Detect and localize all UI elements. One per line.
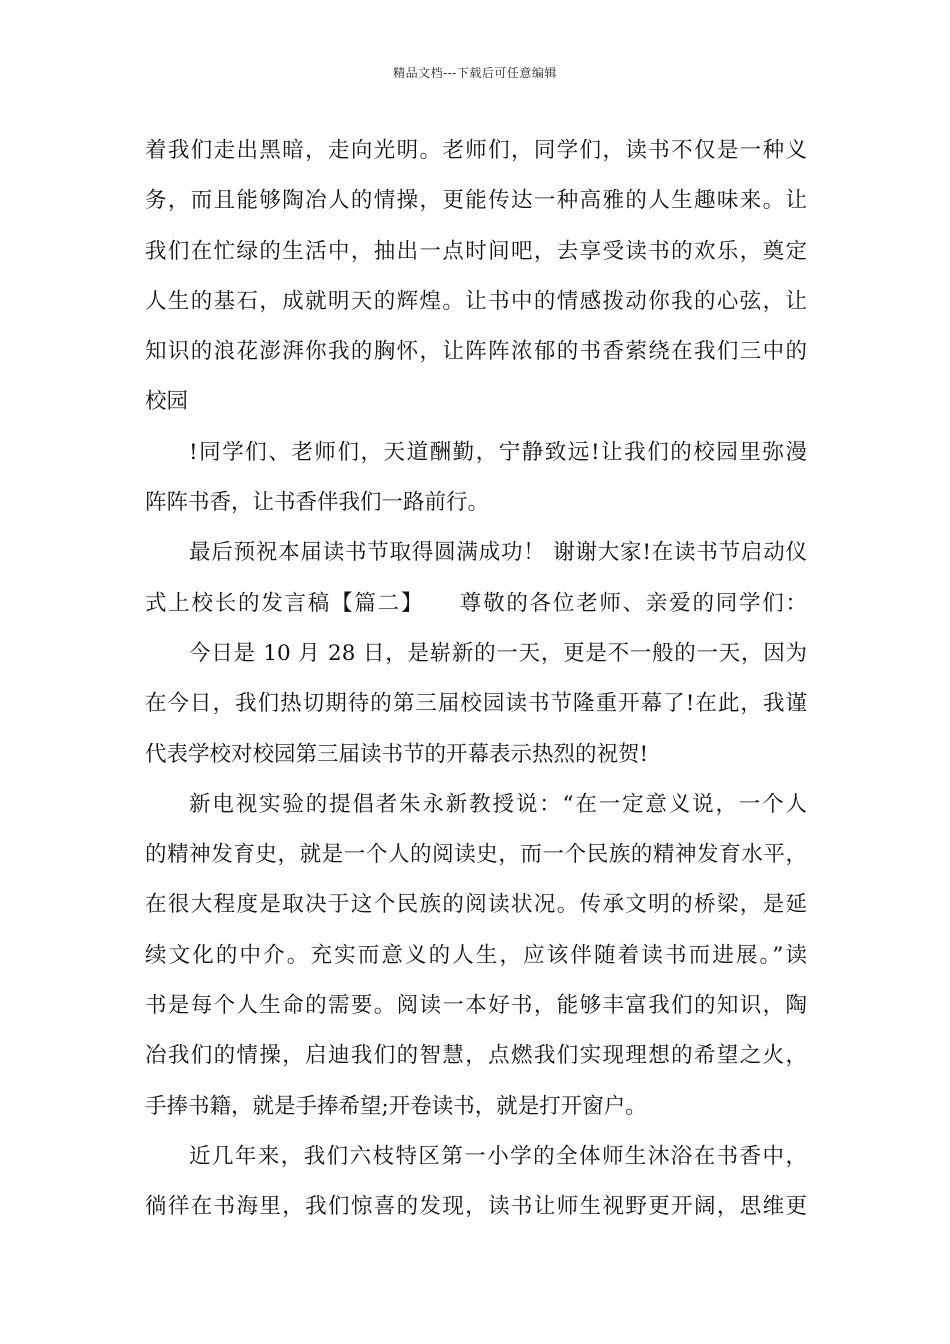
text-line: 校园 bbox=[145, 389, 189, 415]
text-line: 最后预祝本届读书节取得圆满成功！ 谢谢大家!在读书节启动仪 bbox=[189, 540, 807, 566]
text-line: 续文化的中介。充实而意义的人生，应该伴随着读书而进展。”读 bbox=[145, 942, 807, 968]
text-line: 着我们走出黑暗，走向光明。老师们，同学们，读书不仅是一种义 bbox=[145, 138, 807, 163]
text-line: 代表学校对校园第三届读书节的开幕表示热烈的祝贺! bbox=[145, 741, 649, 767]
text-line: 今日是 10 月 28 日，是崭新的一天，更是不一般的一天，因为 bbox=[189, 640, 807, 666]
text-line: 阵阵书香，让书香伴我们一路前行。 bbox=[145, 490, 490, 516]
text-line: 冶我们的情操，启迪我们的智慧，点燃我们实现理想的希望之火， bbox=[145, 1043, 807, 1069]
page-header: 精品文档---下载后可任意编辑 bbox=[393, 66, 557, 80]
text-line: 务，而且能够陶冶人的情操，更能传达一种高雅的人生趣味来。让 bbox=[145, 188, 807, 214]
text-line: 在很大程度是取决于这个民族的阅读状况。传承文明的桥梁，是延 bbox=[145, 892, 807, 918]
document-body bbox=[145, 126, 807, 1233]
text-line: 书是每个人生命的需要。阅读一本好书，能够丰富我们的知识，陶 bbox=[145, 993, 807, 1019]
text-line: 式上校长的发言稿【篇二】 尊敬的各位老师、亲爱的同学们： bbox=[145, 590, 807, 616]
text-line: 在今日，我们热切期待的第三届校园读书节隆重开幕了!在此，我谨 bbox=[145, 691, 807, 717]
text-line: 手捧书籍，就是手捧希望;开卷读书，就是打开窗户。 bbox=[145, 1093, 647, 1119]
text-line: 知识的浪花澎湃你我的胸怀，让阵阵浓郁的书香萦绕在我们三中的 bbox=[145, 339, 807, 365]
text-line: !同学们、老师们，天道酬勤，宁静致远!让我们的校园里弥漫 bbox=[189, 439, 807, 465]
text-line: 近几年来，我们六枝特区第一小学的全体师生沐浴在书香中， bbox=[189, 1143, 807, 1169]
text-line: 徜徉在书海里，我们惊喜的发现，读书让师生视野更开阔，思维更 bbox=[145, 1194, 807, 1220]
text-line: 人生的基石，成就明天的辉煌。让书中的情感拨动你我的心弦，让 bbox=[145, 288, 807, 314]
text-line: 的精神发育史，就是一个人的阅读史，而一个民族的精神发育水平， bbox=[145, 842, 807, 868]
text-line: 新电视实验的提倡者朱永新教授说：“在一定意义说，一个人 bbox=[189, 791, 807, 817]
text-line: 我们在忙绿的生活中，抽出一点时间吧，去享受读书的欢乐，奠定 bbox=[145, 238, 807, 264]
